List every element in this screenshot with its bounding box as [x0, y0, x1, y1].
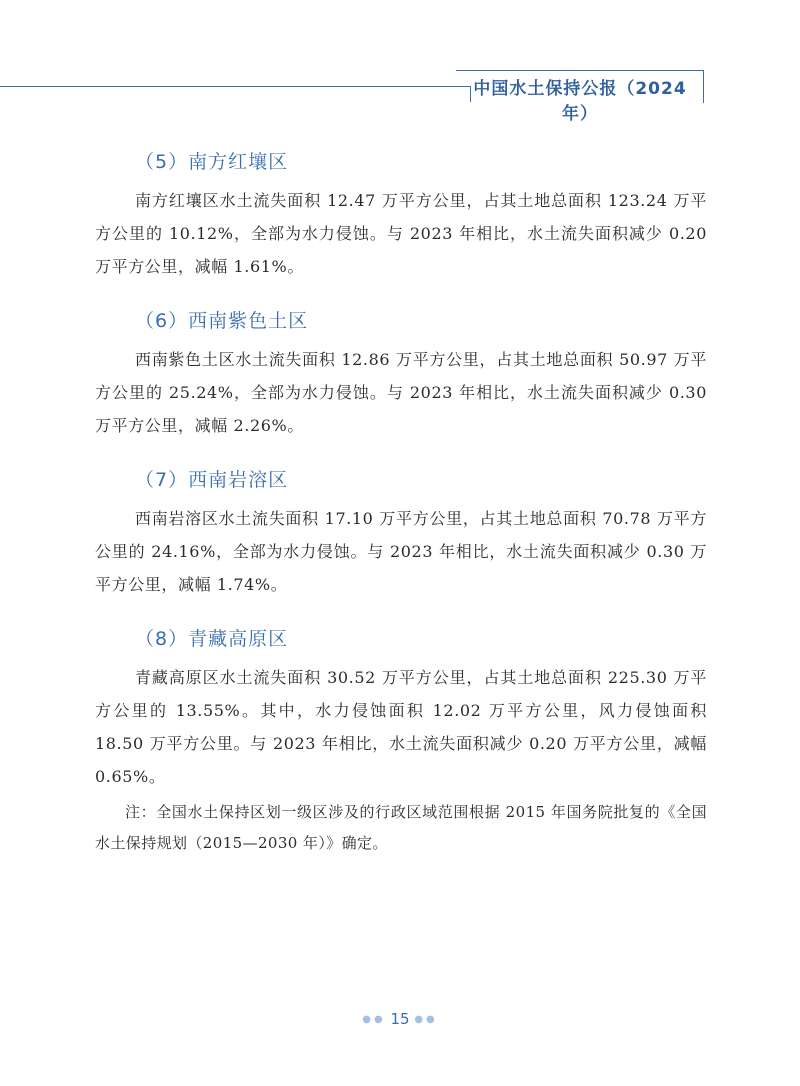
page-footer	[0, 1010, 800, 1028]
section-paragraph: 西南岩溶区水土流失面积 17.10 万平方公里，占其土地总面积 70.78 万平方公里的 24.16%，全部为水力侵蚀。与 2023 年相比，水土流失面积减少 0.30 万平方公里，减幅 1.74%。	[95, 509, 707, 594]
running-header-title: 中国水土保持公报（2024 年）	[473, 79, 687, 124]
section-heading: （5）南方红壤区	[135, 151, 289, 173]
section-paragraph: 青藏高原区水土流失面积 30.52 万平方公里，占其土地总面积 225.30 万平方公里的 13.55%。其中，水力侵蚀面积 12.02 万平方公里，风力侵蚀面积 18.50 万平方公里。与 2023 年相比，水土流失面积减少 0.20 万平方公里，减幅 0.65%。	[95, 668, 707, 786]
footnote: 注：全国水土保持区划一级区涉及的行政区域范围根据 2015 年国务院批复的《全国水土保持规划（2015—2030 年）》确定。	[95, 803, 707, 852]
section-qinghai-tibet-plateau	[95, 623, 707, 793]
section-heading: （8）青藏高原区	[135, 628, 289, 650]
footer-dots-right: ●●	[414, 1014, 438, 1025]
section-paragraph: 南方红壤区水土流失面积 12.47 万平方公里，占其土地总面积 123.24 万平方公里的 10.12%，全部为水力侵蚀。与 2023 年相比，水土流失面积减少 0.20 万平方公里，减幅 1.61%。	[95, 191, 707, 276]
section-heading: （7）西南岩溶区	[135, 469, 289, 491]
section-paragraph: 西南紫色土区水土流失面积 12.86 万平方公里，占其土地总面积 50.97 万平方公里的 25.24%，全部为水力侵蚀。与 2023 年相比，水土流失面积减少 0.30 万平方公里，减幅 2.26%。	[95, 350, 707, 435]
section-southwest-purple-soil	[95, 305, 707, 442]
section-heading: （6）西南紫色土区	[135, 310, 309, 332]
header-rule	[0, 86, 470, 87]
section-southwest-karst	[95, 464, 707, 601]
footer-dots-left: ●●	[362, 1014, 386, 1025]
page-body	[95, 146, 707, 859]
section-south-red-soil	[95, 146, 707, 283]
page-number: 15	[390, 1010, 410, 1028]
